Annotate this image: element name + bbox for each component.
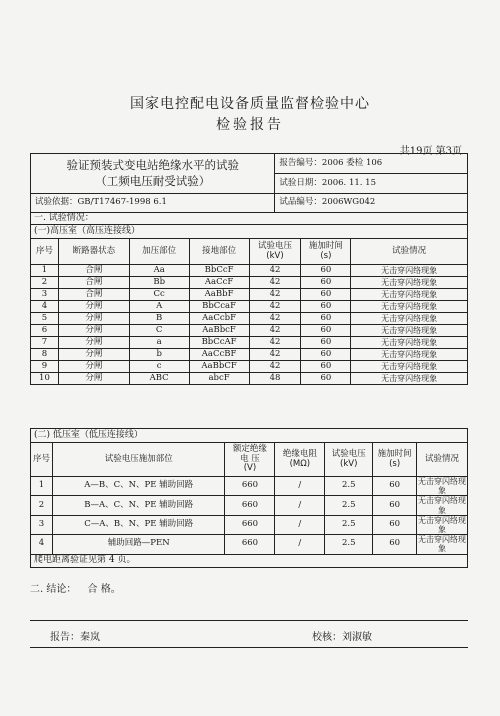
lv-cell: /	[275, 515, 325, 534]
hv-cell: Cc	[129, 289, 189, 301]
hv-cell: 9	[31, 361, 59, 373]
hv-header-4: 试验电压 (kV)	[249, 239, 301, 265]
hv-cell: 1	[31, 265, 59, 277]
hv-cell: AaBbCF	[189, 361, 249, 373]
lv-header-5: 施加时间 (s)	[373, 443, 417, 477]
hv-cell: 42	[249, 349, 301, 361]
test-name-line2: （工频电压耐受试验）	[95, 173, 211, 188]
hv-header-1: 断路器状态	[58, 239, 129, 265]
hv-cell: 60	[301, 349, 351, 361]
hv-row	[31, 301, 468, 313]
hv-cell: 无击穿闪络现象	[351, 301, 468, 313]
hv-cell: 10	[31, 373, 59, 385]
lv-cell: 660	[225, 496, 275, 515]
hv-cell: AaBbcF	[189, 325, 249, 337]
lv-cell: 1	[31, 477, 53, 496]
hv-cell: 8	[31, 349, 59, 361]
lv-cell: 无击穿闪络现象	[418, 496, 467, 515]
hv-cell: 无击穿闪络现象	[351, 313, 468, 325]
lv-cell: 660	[225, 515, 275, 534]
hv-header-3: 接地部位	[189, 239, 249, 265]
hv-cell: 48	[249, 373, 301, 385]
hv-cell: 合闸	[58, 277, 129, 289]
hv-cell: 60	[301, 301, 351, 313]
basis-label: 试验依据：	[35, 197, 78, 208]
conclusion	[30, 580, 121, 595]
checker	[312, 628, 372, 643]
hv-header-2: 加压部位	[129, 239, 189, 265]
lv-cell: 60	[373, 515, 417, 534]
report-title: 检验报告	[216, 117, 284, 133]
hv-cell: b	[129, 349, 189, 361]
hv-cell: 5	[31, 313, 59, 325]
hv-cell: 分闸	[58, 373, 129, 385]
report-no-cell	[275, 154, 468, 174]
hv-row	[31, 325, 468, 337]
date-label: 试验日期：	[279, 177, 322, 188]
hv-cell: AaBbF	[189, 289, 249, 301]
lv-header-3: 绝缘电阻 (MΩ)	[275, 443, 325, 477]
hv-cell: 42	[249, 277, 301, 289]
lv-cell: 2.5	[325, 477, 373, 496]
hv-row	[31, 373, 468, 385]
hv-cell: 60	[301, 265, 351, 277]
hv-row	[31, 337, 468, 349]
hv-cell: 42	[249, 313, 301, 325]
lv-row	[31, 496, 468, 515]
section-1-title: 一. 试验情况：	[31, 213, 468, 225]
reporter	[50, 628, 100, 643]
hv-cell: abcF	[189, 373, 249, 385]
hv-cell: 42	[249, 301, 301, 313]
hv-cell: C	[129, 325, 189, 337]
lv-cell: 无击穿闪络现象	[418, 535, 467, 554]
hv-row	[31, 265, 468, 277]
hv-header-5: 施加时间 (s)	[301, 239, 351, 265]
lv-cell: 2	[31, 496, 53, 515]
hv-cell: 6	[31, 325, 59, 337]
lv-cell: /	[275, 496, 325, 515]
hv-cell: 3	[31, 289, 59, 301]
hv-cell: A	[129, 301, 189, 313]
lv-cell: 4	[31, 535, 53, 554]
hv-cell: 分闸	[58, 349, 129, 361]
hv-cell: 60	[301, 337, 351, 349]
hv-cell: 60	[301, 361, 351, 373]
lv-cell: 660	[225, 535, 275, 554]
hv-cell: 无击穿闪络现象	[351, 349, 468, 361]
lv-row	[31, 535, 468, 554]
hv-cell: 无击穿闪络现象	[351, 337, 468, 349]
hv-cell: BbCcF	[189, 265, 249, 277]
lv-cell: /	[275, 477, 325, 496]
test-name-cell	[31, 154, 275, 194]
lv-cell: 60	[373, 535, 417, 554]
hv-cell: 42	[249, 325, 301, 337]
hv-cell: 合闸	[58, 289, 129, 301]
hv-cell: 分闸	[58, 337, 129, 349]
sample-value: 2006WG042	[321, 197, 376, 208]
lv-cell: 无击穿闪络现象	[418, 515, 467, 534]
hv-cell: 合闸	[58, 265, 129, 277]
lv-cell: 无击穿闪络现象	[418, 477, 467, 496]
lv-cell: 2.5	[325, 496, 373, 515]
info-table	[30, 153, 468, 213]
org-name: 国家电控配电设备质量监督检验中心	[130, 96, 370, 112]
hv-cell: 分闸	[58, 361, 129, 373]
hv-cell: 60	[301, 325, 351, 337]
lv-row	[31, 515, 468, 534]
hv-cell: ABC	[129, 373, 189, 385]
hv-cell: 分闸	[58, 313, 129, 325]
lv-table	[30, 428, 468, 568]
hv-cell: 60	[301, 277, 351, 289]
hv-cell: 无击穿闪络现象	[351, 265, 468, 277]
hv-row	[31, 313, 468, 325]
hv-cell: c	[129, 361, 189, 373]
hv-header-6: 试验情况	[351, 239, 468, 265]
lv-title: (二) 低压室（低压连接线）	[31, 429, 468, 443]
date-value: 2006. 11. 15	[321, 177, 376, 188]
lv-header-0: 序号	[31, 443, 53, 477]
lv-cell: 3	[31, 515, 53, 534]
hv-row	[31, 349, 468, 361]
date-cell	[275, 174, 468, 194]
hv-cell: 7	[31, 337, 59, 349]
sample-label: 试品编号：	[279, 197, 322, 208]
lv-note: 爬电距离验证见第 4 页。	[31, 554, 468, 567]
hv-cell: 4	[31, 301, 59, 313]
checker-label: 校核：	[312, 632, 342, 643]
lv-cell: A—B、C、N、PE 辅助回路	[52, 477, 225, 496]
sample-cell	[275, 194, 468, 213]
hv-cell: B	[129, 313, 189, 325]
footer	[30, 620, 468, 648]
hv-cell: 无击穿闪络现象	[351, 325, 468, 337]
hv-cell: 2	[31, 277, 59, 289]
hv-row	[31, 361, 468, 373]
hv-cell: 无击穿闪络现象	[351, 277, 468, 289]
page-info: 共19页 第3页	[399, 146, 462, 157]
conclusion-label: 二. 结论：	[30, 584, 77, 595]
hv-row	[31, 289, 468, 301]
report-no-value: 2006 委检 106	[321, 157, 383, 168]
lv-cell: /	[275, 535, 325, 554]
hv-cell: BbCcAF	[189, 337, 249, 349]
test-name-line1: 验证预装式变电站绝缘水平的试验	[66, 158, 239, 173]
hv-cell: Bb	[129, 277, 189, 289]
hv-cell: 42	[249, 265, 301, 277]
report-no-label: 报告编号：	[279, 157, 322, 168]
lv-cell: 2.5	[325, 535, 373, 554]
reporter-label: 报告：	[50, 632, 80, 643]
reporter-name: 秦岚	[80, 632, 100, 643]
hv-table	[30, 212, 468, 385]
lv-cell: 辅助回路—PEN	[52, 535, 225, 554]
lv-cell: 60	[373, 477, 417, 496]
hv-cell: 无击穿闪络现象	[351, 373, 468, 385]
hv-header-0: 序号	[31, 239, 59, 265]
lv-cell: C—A、B、N、PE 辅助回路	[52, 515, 225, 534]
hv-cell: BbCcaF	[189, 301, 249, 313]
hv-cell: 42	[249, 289, 301, 301]
hv-cell: 60	[301, 313, 351, 325]
hv-cell: 无击穿闪络现象	[351, 289, 468, 301]
hv-cell: 分闸	[58, 301, 129, 313]
hv-cell: AaCcbF	[189, 313, 249, 325]
checker-name: 刘淑敏	[342, 632, 372, 643]
hv-cell: 无击穿闪络现象	[351, 361, 468, 373]
hv-cell: 分闸	[58, 325, 129, 337]
lv-row	[31, 477, 468, 496]
hv-row	[31, 277, 468, 289]
lv-header-4: 试验电压 (kV)	[325, 443, 373, 477]
basis-cell	[31, 194, 275, 213]
hv-cell: 42	[249, 337, 301, 349]
lv-header-1: 试验电压施加部位	[52, 443, 225, 477]
lv-cell: B—A、C、N、PE 辅助回路	[52, 496, 225, 515]
hv-cell: Aa	[129, 265, 189, 277]
lv-cell: 2.5	[325, 515, 373, 534]
hv-title: (一)高压室（高压连接线）	[31, 225, 468, 239]
hv-cell: AaCcBF	[189, 349, 249, 361]
lv-cell: 60	[373, 496, 417, 515]
conclusion-value: 合 格。	[87, 584, 121, 595]
hv-cell: AaCcF	[189, 277, 249, 289]
lv-header-6: 试验情况	[417, 443, 468, 477]
lv-cell: 660	[225, 477, 275, 496]
hv-cell: a	[129, 337, 189, 349]
hv-cell: 60	[301, 289, 351, 301]
hv-cell: 42	[249, 361, 301, 373]
basis-value: GB/T17467-1998 6.1	[77, 197, 167, 208]
lv-header-2: 额定绝缘 电 压 (V)	[225, 443, 275, 477]
hv-cell: 60	[301, 373, 351, 385]
